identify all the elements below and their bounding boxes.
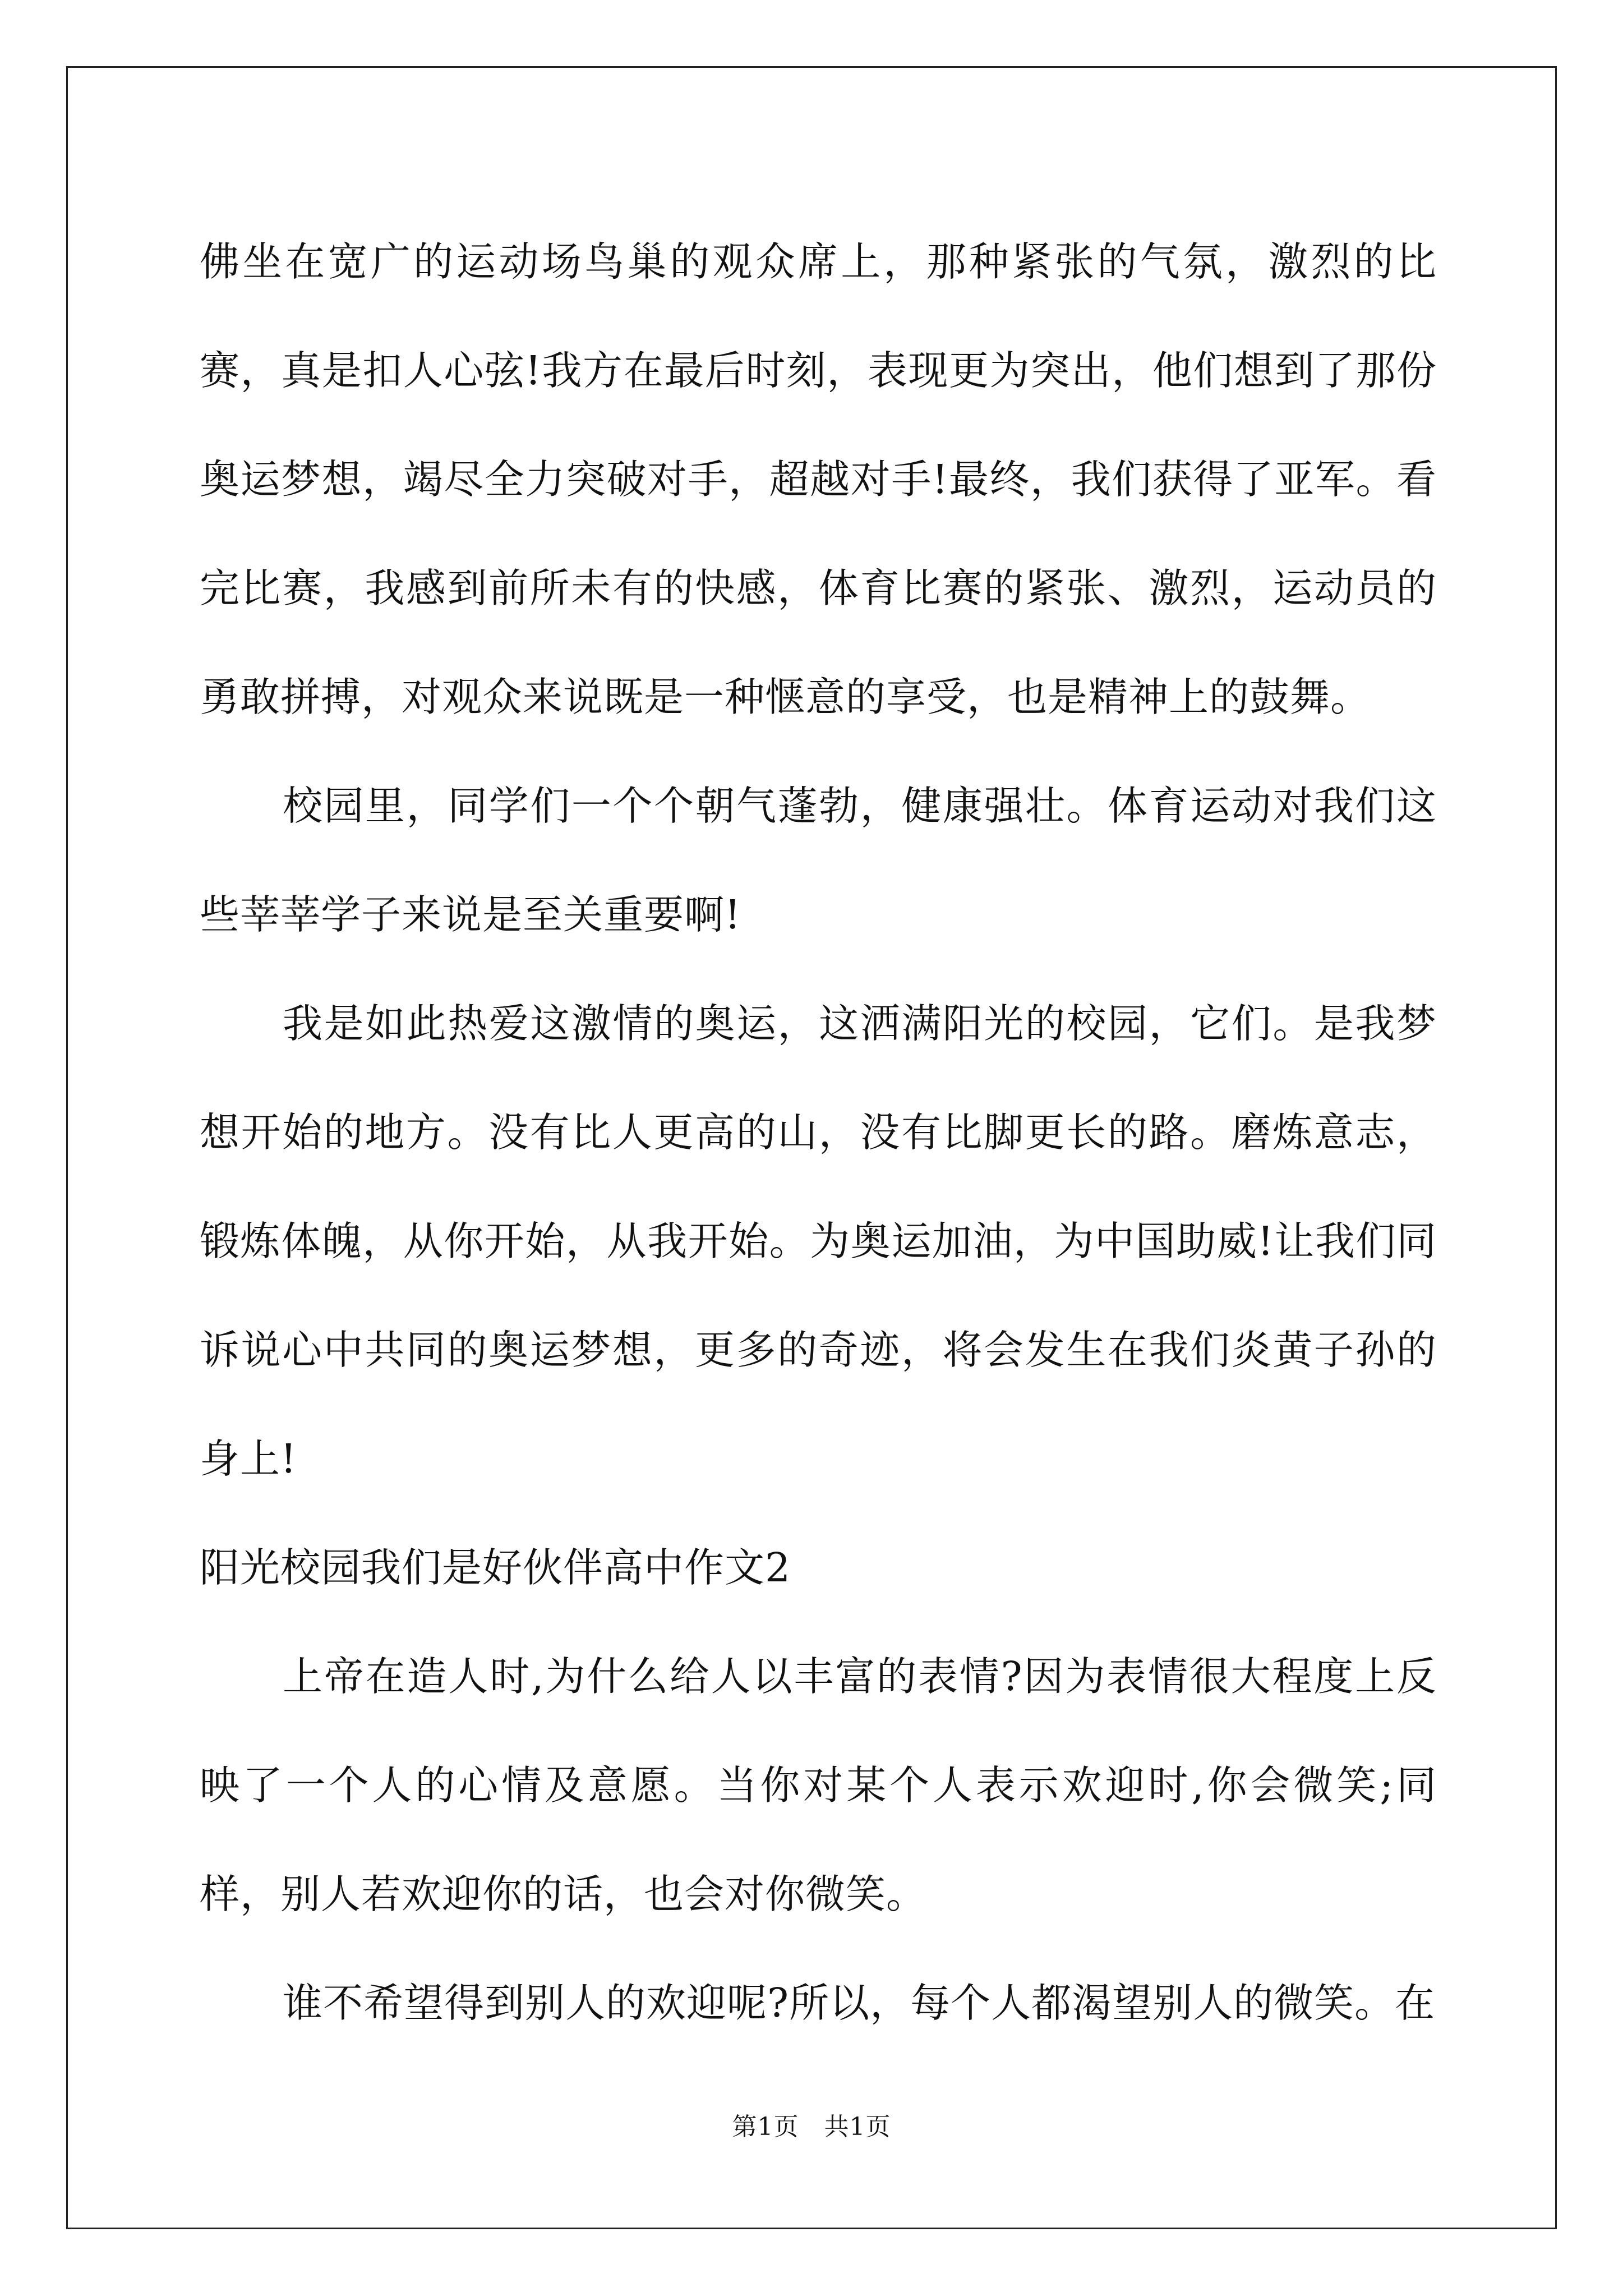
paragraph-5: 谁不希望得到别人的欢迎呢?所以，每个人都渴望别人的微笑。在 — [283, 1980, 1436, 2026]
section-heading: 阳光校园我们是好伙伴高中作文2 — [200, 1544, 791, 1591]
paragraph-2: 校园里，同学们一个个朝气蓬勃，健康强壮。体育运动对我们这些莘莘学子来说是至关重要啊! — [200, 783, 1437, 938]
paragraph-3: 我是如此热爱这激情的奥运，这洒满阳光的校园，它们。是我梦想开始的地方。没有比人更高的山，没有比脚更长的路。磨炼意志，锻炼体魄，从你开始，从我开始。为奥运加油，为中国助威!让我们同诉说心中共同的奥运梦想，更多的奇迹，将会发生在我们炎黄子孙的身上! — [200, 1000, 1437, 1482]
paragraph-1: 佛坐在宽广的运动场鸟巢的观众席上，那种紧张的气氛，激烈的比赛，真是扣人心弦!我方在最后时刻，表现更为突出，他们想到了那份奥运梦想，竭尽全力突破对手，超越对手!最终，我们获得了亚军。看完比赛，我感到前所未有的快感，体育比赛的紧张、激烈，运动员的勇敢拼搏，对观众来说既是一种惬意的享受，也是精神上的鼓舞。 — [200, 238, 1437, 720]
paragraph-4: 上帝在造人时,为什么给人以丰富的表情?因为表情很大程度上反映了一个人的心情及意愿。当你对某个人表示欢迎时,你会微笑;同样，别人若欢迎你的话，也会对你微笑。 — [200, 1653, 1437, 1917]
document-body — [200, 208, 1437, 2058]
page-number-footer: 第1页 共1页 — [732, 2113, 891, 2141]
